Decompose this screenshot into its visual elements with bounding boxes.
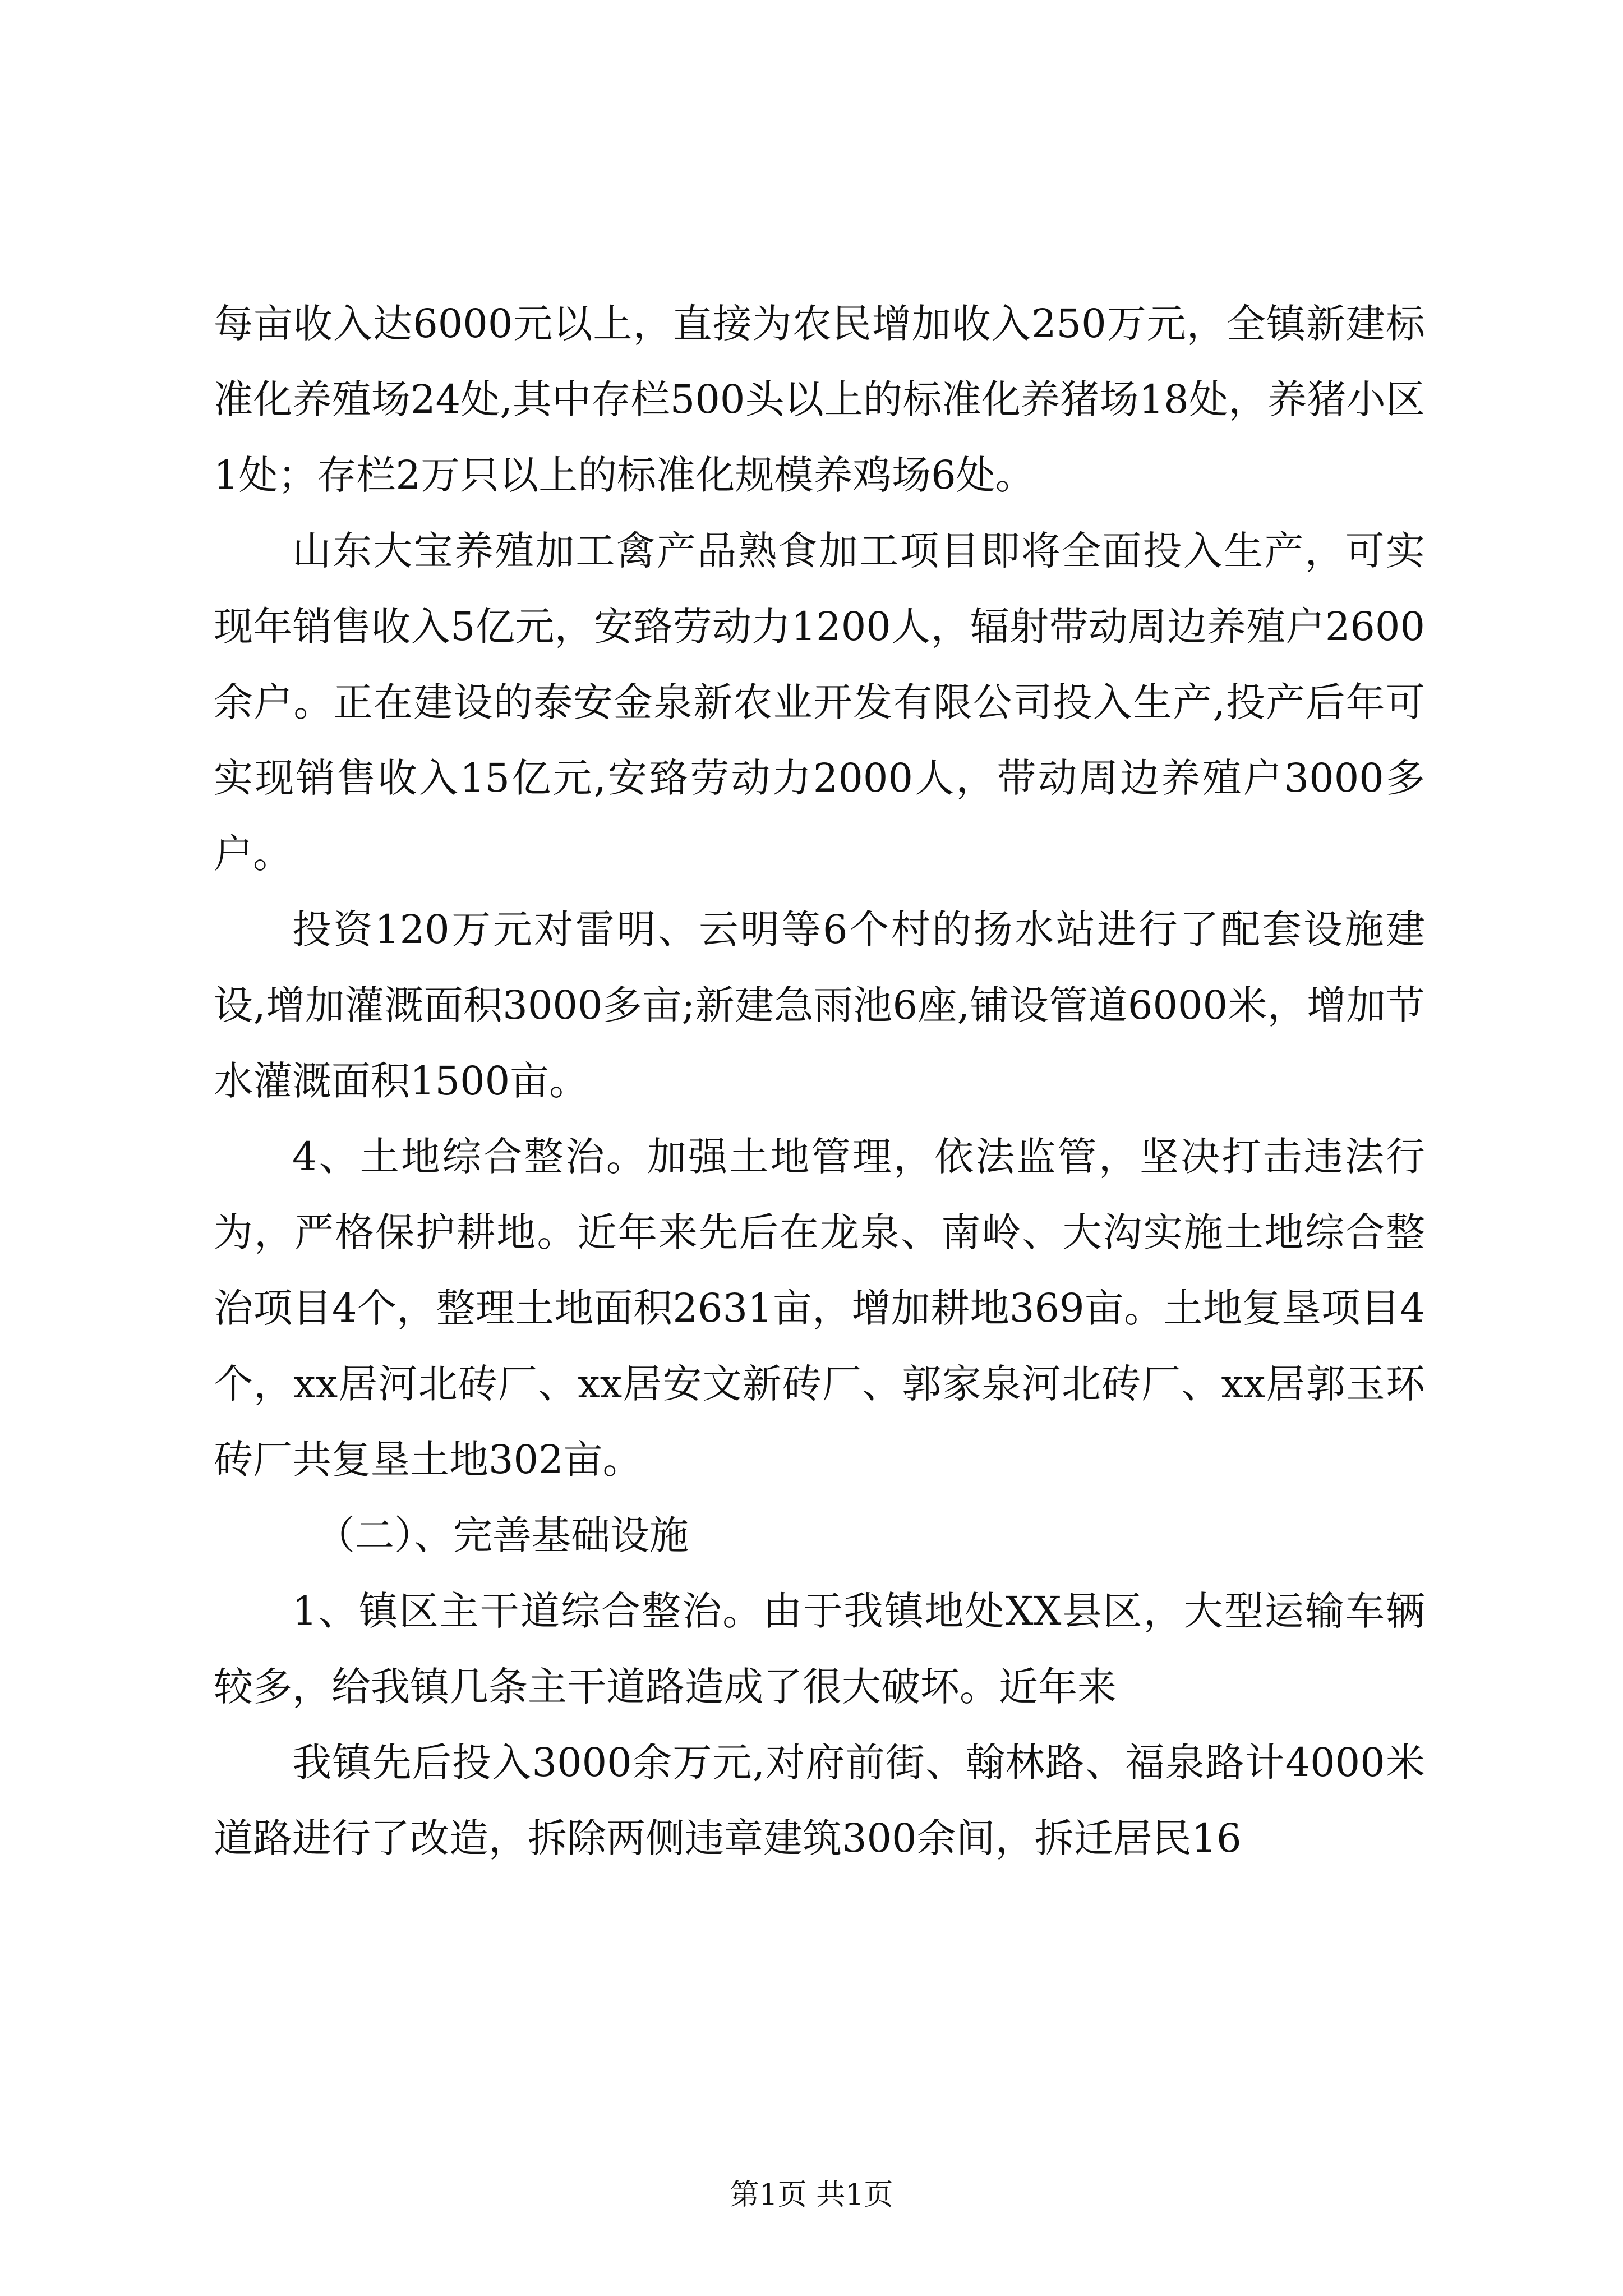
section-heading-infrastructure: （二）、完善基础设施 <box>316 1512 689 1558</box>
paragraph-livestock-income: 每亩收入达6000元以上，直接为农民增加收入250万元，全镇新建标准化养殖场24处,其中存栏500头以上的标准化养猪场18处，养猪小区1处；存栏2万只以上的标准化规模养鸡场6处。 <box>214 301 1425 498</box>
paragraph-main-road-renovation: 1、镇区主干道综合整治。由于我镇地处XX县区，大型运输车辆较多，给我镇几条主干道路造成了很大破坏。近年来 <box>214 1588 1425 1710</box>
paragraph-land-consolidation: 4、土地综合整治。加强土地管理，依法监管，坚决打击违法行为，严格保护耕地。近年来先后在龙泉、南岭、大沟实施土地综合整治项目4个，整理土地面积2631亩，增加耕地369亩。土地复垦项目4个，xx居河北砖厂、xx居安文新砖厂、郭家泉河北砖厂、xx居郭玉环砖厂共复垦土地302亩。 <box>214 1134 1425 1483</box>
paragraph-road-investment: 我镇先后投入3000余万元,对府前街、翰林路、福泉路计4000米道路进行了改造，拆除两侧违章建筑300余间，拆迁居民16 <box>214 1740 1425 1861</box>
document-body <box>214 286 1425 1876</box>
page-footer: 第1页 共1页 <box>730 2178 893 2212</box>
paragraph-irrigation: 投资120万元对雷明、云明等6个村的扬水站进行了配套设施建设,增加灌溉面积3000多亩;新建急雨池6座,铺设管道6000米，增加节水灌溉面积1500亩。 <box>214 907 1425 1104</box>
paragraph-dabao-project: 山东大宝养殖加工禽产品熟食加工项目即将全面投入生产，可实现年销售收入5亿元，安臵劳动力1200人，辐射带动周边养殖户2600余户。正在建设的泰安金泉新农业开发有限公司投入生产,投产后年可实现销售收入15亿元,安臵劳动力2000人，带动周边养殖户3000多户。 <box>214 528 1425 877</box>
